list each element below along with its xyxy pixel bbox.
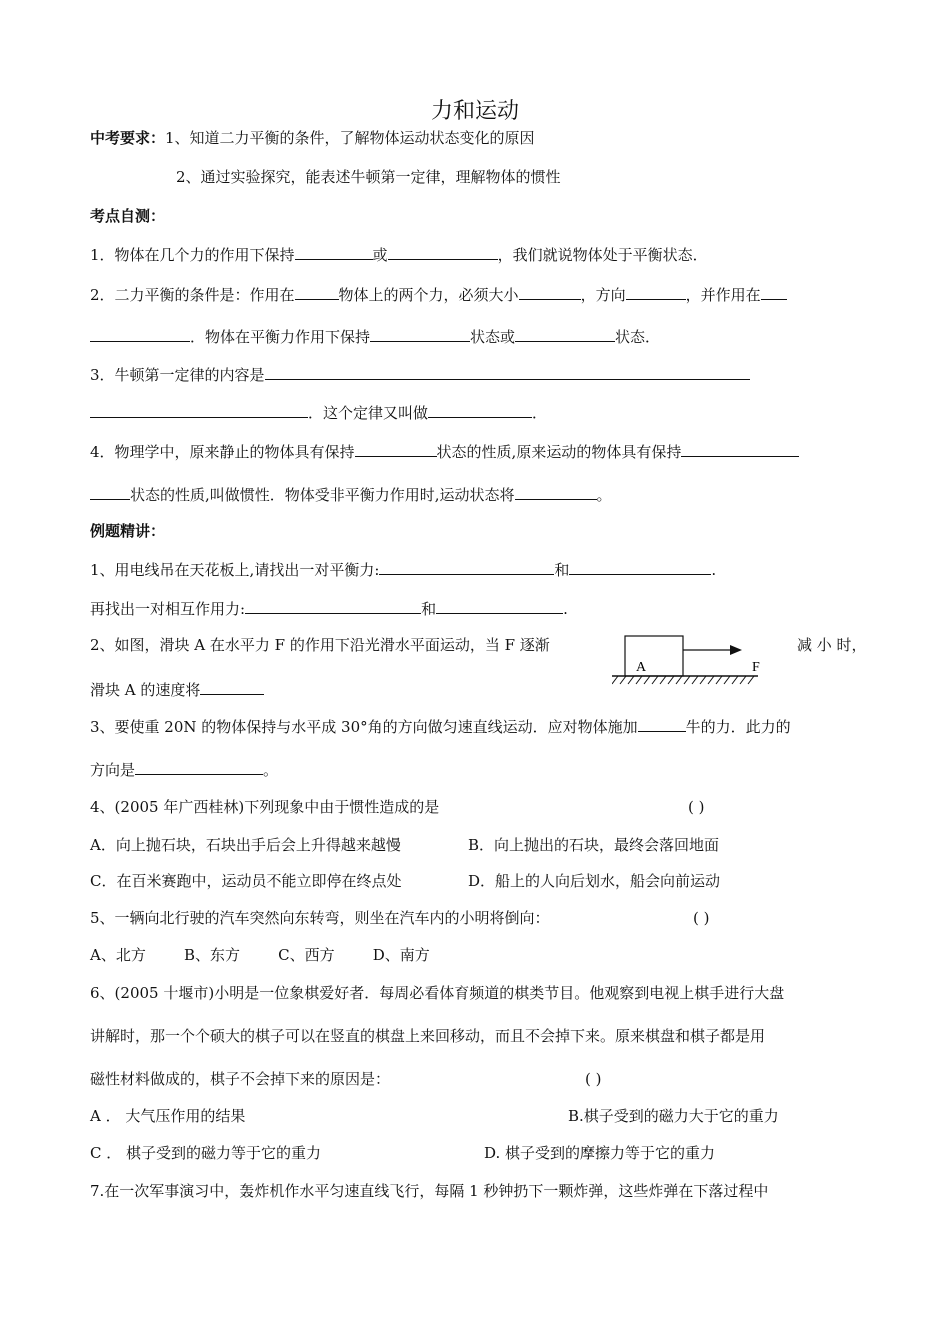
question-3-cont: ．这个定律又叫做 ． bbox=[90, 401, 547, 423]
answer-parentheses[interactable]: ( ) bbox=[688, 798, 705, 816]
answer-blank[interactable] bbox=[626, 283, 686, 300]
example-5-options: A、北方 B、东方 C、西方 D、南方 bbox=[90, 946, 430, 964]
option-c: C ． 棋子受到的磁力等于它的重力 bbox=[90, 1144, 322, 1162]
page-title: 力和运动 bbox=[430, 99, 519, 124]
example-7-line-1: 7.在一次军事演习中，轰炸机作水平匀速直线飞行，每隔 1 秒钟扔下一颗炸弹，这些炸弹在下落过程中 bbox=[90, 1182, 769, 1200]
question-4: 4．物理学中，原来静止的物体具有保持 状态的性质,原来运动的物体具有保持 bbox=[90, 440, 799, 462]
answer-blank[interactable] bbox=[681, 440, 799, 457]
answer-blank[interactable] bbox=[436, 597, 563, 614]
example-2: 2、如图，滑块 A 在水平力 F 的作用下沿光滑水平面运动，当 F 逐渐 bbox=[90, 636, 550, 654]
answer-blank[interactable] bbox=[379, 558, 554, 575]
answer-blank[interactable] bbox=[515, 325, 615, 342]
arrow-head-icon bbox=[730, 645, 742, 655]
question-4-cont: 状态的性质,叫做惯性．物体受非平衡力作用时,运动状态将 。 bbox=[90, 483, 612, 505]
example-1: 1、用电线吊在天花板上,请找出一对平衡力: 和 . bbox=[90, 558, 716, 580]
requirement-item-1: 1、知道二力平衡的条件，了解物体运动状态变化的原因 bbox=[165, 129, 535, 147]
answer-blank[interactable] bbox=[90, 483, 130, 500]
answer-blank[interactable] bbox=[638, 715, 686, 732]
option-a: A ． 大气压作用的结果 bbox=[90, 1107, 246, 1125]
option-a: A．向上抛石块，石块出手后会上升得越来越慢 bbox=[90, 836, 401, 854]
force-label: F bbox=[752, 660, 760, 675]
option-d: D. 棋子受到的摩擦力等于它的重力 bbox=[484, 1144, 716, 1162]
answer-blank[interactable] bbox=[515, 483, 597, 500]
slider-figure bbox=[612, 634, 780, 694]
answer-blank[interactable] bbox=[265, 363, 750, 380]
question-1: 1．物体在几个力的作用下保持 或 ，我们就说物体处于平衡状态． bbox=[90, 243, 708, 265]
answer-blank[interactable] bbox=[90, 401, 308, 418]
answer-blank[interactable] bbox=[295, 283, 339, 300]
block-label: A bbox=[636, 660, 647, 675]
answer-blank[interactable] bbox=[428, 401, 532, 418]
example-6-line-2: 讲解时，那一个个硕大的棋子可以在竖直的棋盘上来回移动，而且不会掉下来。原来棋盘和棋子都是用 bbox=[90, 1027, 766, 1045]
requirements-line-1 bbox=[90, 128, 535, 148]
answer-blank[interactable] bbox=[761, 283, 787, 300]
example-1-cont: 再找出一对相互作用力: 和 . bbox=[90, 597, 568, 619]
question-2-cont: ．物体在平衡力作用下保持 状态或 状态． bbox=[90, 325, 660, 347]
answer-blank[interactable] bbox=[135, 758, 263, 775]
option-b: B.棋子受到的磁力大于它的重力 bbox=[568, 1107, 779, 1125]
answer-parentheses[interactable]: ( ) bbox=[693, 909, 710, 927]
examples-heading: 例题精讲： bbox=[90, 522, 166, 540]
answer-blank[interactable] bbox=[245, 597, 421, 614]
option-b: B．向上抛出的石块，最终会落回地面 bbox=[468, 836, 720, 854]
example-2-right: 减 小 时， bbox=[797, 636, 867, 654]
block-a bbox=[625, 636, 683, 676]
requirement-item-2: 2、通过实验探究，能表述牛顿第一定律，理解物体的惯性 bbox=[176, 168, 561, 186]
question-2: 2．二力平衡的条件是：作用在 物体上的两个力，必须大小 ，方向 ，并作用在 bbox=[90, 283, 787, 305]
answer-blank[interactable] bbox=[388, 243, 498, 260]
selftest-heading: 考点自测： bbox=[90, 207, 166, 225]
answer-blank[interactable] bbox=[355, 440, 437, 457]
slider-diagram bbox=[612, 634, 780, 690]
example-3: 3、要使重 20N 的物体保持与水平成 30°角的方向做匀速直线运动．应对物体施加 牛的力．此力的 bbox=[90, 715, 791, 737]
example-4: 4、(2005 年广西桂林)下列现象中由于惯性造成的是 bbox=[90, 798, 440, 816]
requirements-label: 中考要求： bbox=[90, 129, 166, 147]
example-2-cont: 滑块 A 的速度将 bbox=[90, 678, 264, 700]
answer-blank[interactable] bbox=[370, 325, 470, 342]
example-3-cont: 方向是 。 bbox=[90, 758, 278, 780]
answer-blank[interactable] bbox=[295, 243, 373, 260]
answer-parentheses[interactable]: ( ) bbox=[585, 1070, 602, 1088]
question-3: 3．牛顿第一定律的内容是 bbox=[90, 363, 750, 385]
example-6-line-3: 磁性材料做成的，棋子不会掉下来的原因是： bbox=[90, 1070, 391, 1088]
answer-blank[interactable] bbox=[519, 283, 581, 300]
answer-blank[interactable] bbox=[90, 325, 190, 342]
example-6-line-1: 6、(2005 十堰市)小明是一位象棋爱好者．每周必看体育频道的棋类节目。他观察到电视上棋手进行大盘 bbox=[90, 984, 785, 1002]
option-c: C．在百米赛跑中，运动员不能立即停在终点处 bbox=[90, 872, 402, 890]
answer-blank[interactable] bbox=[569, 558, 711, 575]
answer-blank[interactable] bbox=[200, 678, 264, 695]
example-5: 5、一辆向北行驶的汽车突然向东转弯，则坐在汽车内的小明将倒向： bbox=[90, 909, 550, 927]
ground-hatch bbox=[612, 676, 754, 684]
option-d: D．船上的人向后划水，船会向前运动 bbox=[468, 872, 721, 890]
